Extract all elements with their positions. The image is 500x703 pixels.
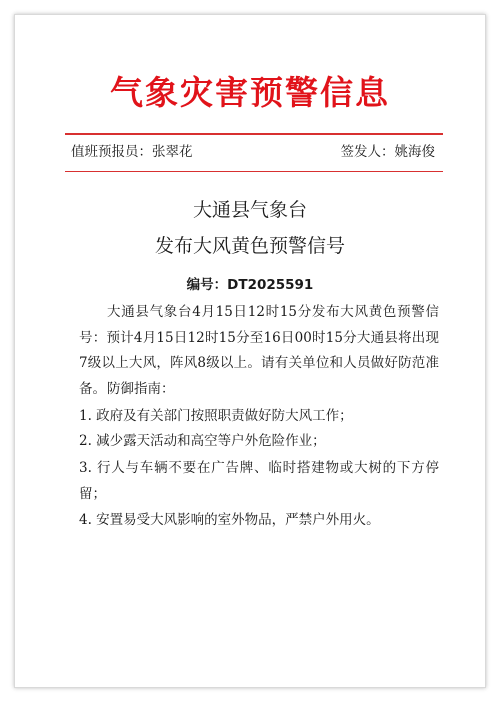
guideline-item: 1. 政府及有关部门按照职责做好防大风工作； <box>79 408 353 424</box>
serial-number: 编号：DT2025591 <box>186 277 314 293</box>
guideline-item: 2. 减少露天活动和高空等户外危险作业； <box>79 433 326 449</box>
issuing-office: 大通县气象台 <box>192 199 307 221</box>
warning-paragraph: 大通县气象台4月15日12时15分发布大风黄色预警信号：预计4月15日12时15分至16日00时15分大通县将出现7级以上大风，阵风8级以上。请有关单位和人员做好防范准备。 <box>79 304 439 397</box>
guideline-item: 3. 行人与车辆不要在广告牌、临时搭建物或大树的下方停留； <box>79 460 439 502</box>
duty-forecaster: 值班预报员：张翠花 <box>71 144 193 160</box>
defense-guide-title: 防御指南： <box>107 381 175 397</box>
signer: 签发人：姚海俊 <box>340 144 435 160</box>
header-rule-top <box>65 133 443 135</box>
warning-heading: 发布大风黄色预警信号 <box>154 235 345 257</box>
document-title: 气象灾害预警信息 <box>110 73 390 112</box>
guideline-item: 4. 安置易受大风影响的室外物品，严禁户外用火。 <box>79 512 380 528</box>
header-rule-bottom <box>65 171 443 172</box>
document-page <box>14 14 486 688</box>
